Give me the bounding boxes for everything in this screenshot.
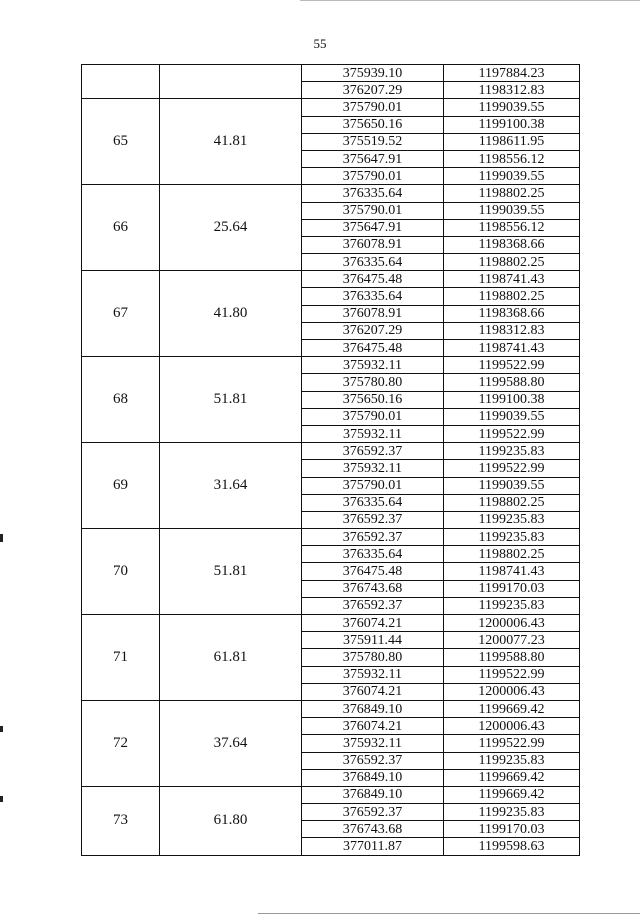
x-coordinate-cell: 375790.01 <box>302 99 444 116</box>
parcel-number-cell: 68 <box>82 357 160 443</box>
y-coordinate-cell: 1198802.25 <box>444 546 580 563</box>
x-coordinate-cell: 375932.11 <box>302 666 444 683</box>
x-coordinate-cell: 376592.37 <box>302 443 444 460</box>
y-coordinate-cell: 1200006.43 <box>444 615 580 632</box>
y-coordinate-cell: 1199522.99 <box>444 735 580 752</box>
x-coordinate-cell: 376335.64 <box>302 254 444 271</box>
x-coordinate-cell: 375939.10 <box>302 65 444 82</box>
y-coordinate-cell: 1198556.12 <box>444 150 580 167</box>
y-coordinate-cell: 1199235.83 <box>444 529 580 546</box>
y-coordinate-cell: 1199039.55 <box>444 408 580 425</box>
y-coordinate-cell: 1199588.80 <box>444 374 580 391</box>
table-row <box>82 786 580 803</box>
x-coordinate-cell: 375932.11 <box>302 460 444 477</box>
table-row <box>82 99 580 116</box>
y-coordinate-cell: 1199039.55 <box>444 168 580 185</box>
parcel-area-cell: 25.64 <box>160 185 302 271</box>
x-coordinate-cell: 376207.29 <box>302 322 444 339</box>
y-coordinate-cell: 1199235.83 <box>444 752 580 769</box>
table-row <box>82 615 580 632</box>
x-coordinate-cell: 375790.01 <box>302 168 444 185</box>
parcel-number-cell: 73 <box>82 786 160 855</box>
y-coordinate-cell: 1199598.63 <box>444 838 580 855</box>
table-row <box>82 185 580 202</box>
y-coordinate-cell: 1198368.66 <box>444 236 580 253</box>
y-coordinate-cell: 1199039.55 <box>444 99 580 116</box>
x-coordinate-cell: 375790.01 <box>302 408 444 425</box>
x-coordinate-cell: 375650.16 <box>302 116 444 133</box>
x-coordinate-cell: 376475.48 <box>302 340 444 357</box>
parcel-number-cell: 69 <box>82 443 160 529</box>
parcel-number-cell: 65 <box>82 99 160 185</box>
x-coordinate-cell: 375911.44 <box>302 632 444 649</box>
x-coordinate-cell: 376074.21 <box>302 718 444 735</box>
y-coordinate-cell: 1198312.83 <box>444 322 580 339</box>
y-coordinate-cell: 1199039.55 <box>444 202 580 219</box>
y-coordinate-cell: 1197884.23 <box>444 65 580 82</box>
parcel-area-cell <box>160 65 302 99</box>
x-coordinate-cell: 376592.37 <box>302 529 444 546</box>
scan-margin-mark <box>0 726 3 732</box>
x-coordinate-cell: 376475.48 <box>302 563 444 580</box>
y-coordinate-cell: 1199588.80 <box>444 649 580 666</box>
parcel-number-cell: 72 <box>82 700 160 786</box>
x-coordinate-cell: 376743.68 <box>302 821 444 838</box>
x-coordinate-cell: 376743.68 <box>302 580 444 597</box>
scan-bottom-edge <box>258 913 640 914</box>
x-coordinate-cell: 376592.37 <box>302 597 444 614</box>
x-coordinate-cell: 376592.37 <box>302 804 444 821</box>
x-coordinate-cell: 376207.29 <box>302 82 444 99</box>
x-coordinate-cell: 376475.48 <box>302 271 444 288</box>
parcel-number-cell: 67 <box>82 271 160 357</box>
x-coordinate-cell: 376335.64 <box>302 546 444 563</box>
parcel-area-cell: 31.64 <box>160 443 302 529</box>
y-coordinate-cell: 1199100.38 <box>444 391 580 408</box>
y-coordinate-cell: 1199235.83 <box>444 511 580 528</box>
x-coordinate-cell: 376849.10 <box>302 786 444 803</box>
table-row <box>82 271 580 288</box>
coordinates-table-body <box>82 65 580 856</box>
y-coordinate-cell: 1198368.66 <box>444 305 580 322</box>
x-coordinate-cell: 375932.11 <box>302 425 444 442</box>
y-coordinate-cell: 1198802.25 <box>444 254 580 271</box>
table-row <box>82 529 580 546</box>
x-coordinate-cell: 375519.52 <box>302 133 444 150</box>
parcel-number-cell <box>82 65 160 99</box>
parcel-number-cell: 70 <box>82 529 160 615</box>
y-coordinate-cell: 1199170.03 <box>444 821 580 838</box>
y-coordinate-cell: 1199170.03 <box>444 580 580 597</box>
x-coordinate-cell: 376078.91 <box>302 305 444 322</box>
x-coordinate-cell: 376078.91 <box>302 236 444 253</box>
parcel-area-cell: 51.81 <box>160 529 302 615</box>
table-row <box>82 700 580 717</box>
y-coordinate-cell: 1199522.99 <box>444 460 580 477</box>
x-coordinate-cell: 376335.64 <box>302 185 444 202</box>
y-coordinate-cell: 1199522.99 <box>444 666 580 683</box>
y-coordinate-cell: 1199100.38 <box>444 116 580 133</box>
parcel-area-cell: 41.81 <box>160 99 302 185</box>
x-coordinate-cell: 376074.21 <box>302 683 444 700</box>
y-coordinate-cell: 1200006.43 <box>444 718 580 735</box>
y-coordinate-cell: 1198611.95 <box>444 133 580 150</box>
x-coordinate-cell: 375790.01 <box>302 477 444 494</box>
y-coordinate-cell: 1199235.83 <box>444 597 580 614</box>
x-coordinate-cell: 376592.37 <box>302 511 444 528</box>
parcel-area-cell: 41.80 <box>160 271 302 357</box>
table-row <box>82 357 580 374</box>
parcel-number-cell: 66 <box>82 185 160 271</box>
parcel-area-cell: 61.80 <box>160 786 302 855</box>
y-coordinate-cell: 1200006.43 <box>444 683 580 700</box>
y-coordinate-cell: 1198741.43 <box>444 271 580 288</box>
y-coordinate-cell: 1199522.99 <box>444 357 580 374</box>
x-coordinate-cell: 376335.64 <box>302 494 444 511</box>
scan-margin-mark <box>0 796 3 802</box>
y-coordinate-cell: 1198802.25 <box>444 288 580 305</box>
y-coordinate-cell: 1199669.42 <box>444 700 580 717</box>
scan-top-edge <box>300 0 640 1</box>
x-coordinate-cell: 375647.91 <box>302 150 444 167</box>
page-number: 55 <box>313 36 327 51</box>
x-coordinate-cell: 375650.16 <box>302 391 444 408</box>
y-coordinate-cell: 1198312.83 <box>444 82 580 99</box>
y-coordinate-cell: 1198741.43 <box>444 563 580 580</box>
y-coordinate-cell: 1198802.25 <box>444 494 580 511</box>
x-coordinate-cell: 377011.87 <box>302 838 444 855</box>
x-coordinate-cell: 375790.01 <box>302 202 444 219</box>
x-coordinate-cell: 375932.11 <box>302 357 444 374</box>
x-coordinate-cell: 375932.11 <box>302 735 444 752</box>
x-coordinate-cell: 375647.91 <box>302 219 444 236</box>
x-coordinate-cell: 375780.80 <box>302 649 444 666</box>
parcel-area-cell: 37.64 <box>160 700 302 786</box>
parcel-number-cell: 71 <box>82 615 160 701</box>
scan-margin-mark <box>0 534 3 542</box>
y-coordinate-cell: 1199039.55 <box>444 477 580 494</box>
table-row <box>82 443 580 460</box>
table-row <box>82 65 580 82</box>
y-coordinate-cell: 1199669.42 <box>444 769 580 786</box>
y-coordinate-cell: 1198741.43 <box>444 340 580 357</box>
y-coordinate-cell: 1199235.83 <box>444 804 580 821</box>
x-coordinate-cell: 376074.21 <box>302 615 444 632</box>
x-coordinate-cell: 376849.10 <box>302 700 444 717</box>
y-coordinate-cell: 1199669.42 <box>444 786 580 803</box>
parcel-area-cell: 51.81 <box>160 357 302 443</box>
x-coordinate-cell: 376335.64 <box>302 288 444 305</box>
coordinates-table <box>81 64 580 856</box>
x-coordinate-cell: 375780.80 <box>302 374 444 391</box>
x-coordinate-cell: 376849.10 <box>302 769 444 786</box>
y-coordinate-cell: 1199522.99 <box>444 425 580 442</box>
y-coordinate-cell: 1198802.25 <box>444 185 580 202</box>
parcel-area-cell: 61.81 <box>160 615 302 701</box>
y-coordinate-cell: 1199235.83 <box>444 443 580 460</box>
y-coordinate-cell: 1198556.12 <box>444 219 580 236</box>
y-coordinate-cell: 1200077.23 <box>444 632 580 649</box>
x-coordinate-cell: 376592.37 <box>302 752 444 769</box>
